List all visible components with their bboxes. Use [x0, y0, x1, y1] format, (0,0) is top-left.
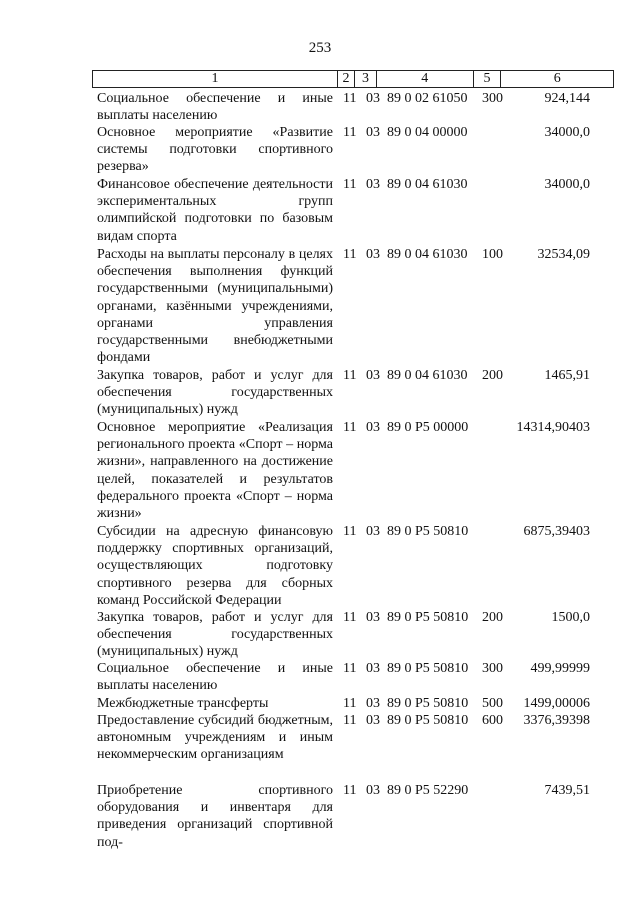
row-section: 11	[343, 610, 357, 625]
row-description: Закупка товаров, работ и услуг для обеспечения государственных (муниципальных) нужд	[97, 368, 333, 418]
row-target-code: 89 0 04 61030	[387, 247, 468, 262]
row-subsection: 03	[366, 610, 380, 625]
row-section: 11	[343, 177, 357, 192]
row-subsection: 03	[366, 661, 380, 676]
row-subsection: 03	[366, 696, 380, 711]
row-description: Предоставление субсидий бюджетным, автономным учреждениям и иным некоммерческим организациям	[97, 713, 333, 763]
row-subsection: 03	[366, 177, 380, 192]
row-target-code: 89 0 P5 00000	[387, 420, 469, 435]
row-amount: 1465,91	[544, 368, 590, 383]
header-col-1: 1	[93, 71, 338, 87]
row-description: Основное мероприятие «Реализация регионального проекта «Спорт – норма жизни», направленного на достижение целей, показателей и результатов федерального проекта «Спорт – норма жизни»	[97, 420, 333, 522]
row-description: Социальное обеспечение и иные выплаты населению	[97, 91, 333, 124]
row-target-code: 89 0 P5 52290	[387, 783, 469, 798]
row-description: Закупка товаров, работ и услуг для обеспечения государственных (муниципальных) нужд	[97, 610, 333, 660]
row-section: 11	[343, 91, 357, 106]
row-expense-type: 500	[482, 696, 503, 711]
row-expense-type: 300	[482, 661, 503, 676]
row-amount: 1499,00006	[523, 696, 590, 711]
row-target-code: 89 0 P5 50810	[387, 696, 469, 711]
row-description: Финансовое обеспечение деятельности экспериментальных групп олимпийской подготовки по базовым видам спорта	[97, 177, 333, 244]
row-target-code: 89 0 02 61050	[387, 91, 468, 106]
row-amount: 34000,0	[544, 125, 590, 140]
row-description: Расходы на выплаты персоналу в целях обеспечения выполнения функций государственными (муниципальными) органами, казёнными учреждениями, органами управления государственными внебюджетными фондами	[97, 247, 333, 366]
row-target-code: 89 0 P5 50810	[387, 524, 469, 539]
row-expense-type: 200	[482, 368, 503, 383]
row-subsection: 03	[366, 91, 380, 106]
row-target-code: 89 0 04 61030	[387, 177, 468, 192]
row-description: Приобретение спортивного оборудования и инвентаря для приведения организаций спортивной под-	[97, 783, 333, 850]
row-subsection: 03	[366, 524, 380, 539]
row-amount: 32534,09	[537, 247, 590, 262]
row-expense-type: 100	[482, 247, 503, 262]
row-subsection: 03	[366, 368, 380, 383]
row-subsection: 03	[366, 420, 380, 435]
row-target-code: 89 0 04 61030	[387, 368, 468, 383]
row-expense-type: 600	[482, 713, 503, 728]
row-section: 11	[343, 368, 357, 383]
row-target-code: 89 0 P5 50810	[387, 661, 469, 676]
row-amount: 3376,39398	[523, 713, 590, 728]
row-section: 11	[343, 696, 357, 711]
row-amount: 499,99999	[530, 661, 590, 676]
row-section: 11	[343, 713, 357, 728]
row-subsection: 03	[366, 713, 380, 728]
row-expense-type: 300	[482, 91, 503, 106]
row-amount: 7439,51	[544, 783, 590, 798]
row-subsection: 03	[366, 247, 380, 262]
row-amount: 14314,90403	[516, 420, 590, 435]
row-section: 11	[343, 783, 357, 798]
header-col-2: 2	[338, 71, 355, 87]
row-section: 11	[343, 661, 357, 676]
row-subsection: 03	[366, 783, 380, 798]
row-subsection: 03	[366, 125, 380, 140]
header-col-6: 6	[553, 71, 561, 86]
row-section: 11	[343, 524, 357, 539]
row-target-code: 89 0 P5 50810	[387, 713, 469, 728]
row-section: 11	[343, 420, 357, 435]
header-col-5: 5	[474, 71, 502, 87]
header-col-4: 4	[377, 71, 474, 87]
row-section: 11	[343, 247, 357, 262]
page-number: 253	[308, 40, 332, 56]
row-section: 11	[343, 125, 357, 140]
row-amount: 924,144	[544, 91, 590, 106]
row-target-code: 89 0 P5 50810	[387, 610, 469, 625]
table-header	[92, 70, 614, 88]
row-expense-type: 200	[482, 610, 503, 625]
row-amount: 6875,39403	[523, 524, 590, 539]
row-description: Социальное обеспечение и иные выплаты населению	[97, 661, 333, 694]
row-amount: 34000,0	[544, 177, 590, 192]
row-description: Субсидии на адресную финансовую поддержку спортивных организаций, осуществляющих подготовку спортивного резерва для сборных команд Российской Федерации	[97, 524, 333, 608]
row-amount: 1500,0	[551, 610, 590, 625]
row-description: Основное мероприятие «Развитие системы подготовки спортивного резерва»	[97, 125, 333, 175]
row-description: Межбюджетные трансферты	[97, 696, 269, 711]
row-target-code: 89 0 04 00000	[387, 125, 468, 140]
header-col-3: 3	[355, 71, 377, 87]
